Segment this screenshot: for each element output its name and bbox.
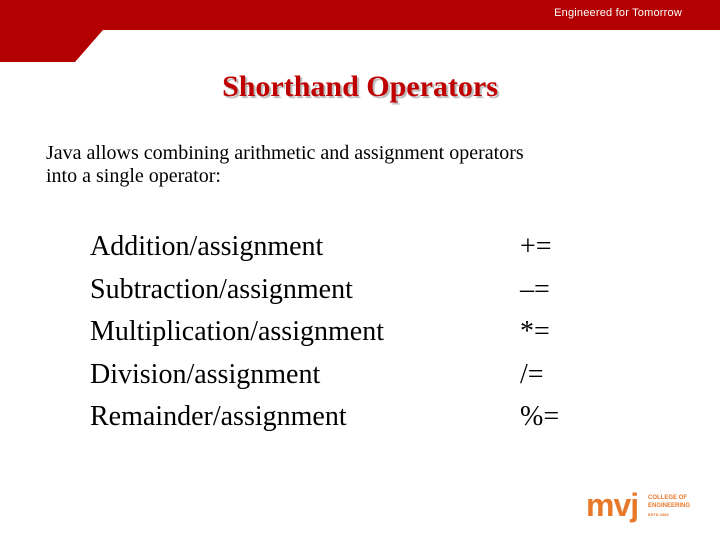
intro-line-1: Java allows combining arithmetic and assignment operators [46,142,524,164]
logo-mark: mvj [586,487,639,523]
operator-row [90,354,650,397]
logo-text-engineering: ENGINEERING [648,503,691,509]
operator-symbol: /= [520,358,544,390]
operator-label: Subtraction/assignment [90,273,353,305]
logo-text-estd: ESTD 1982 [648,512,669,517]
operator-label: Multiplication/assignment [90,316,384,348]
operator-row [90,226,650,269]
intro-line-2: into a single operator: [46,165,221,187]
operator-label: Remainder/assignment [90,401,347,433]
operator-symbol: %= [520,401,560,433]
operator-symbol: *= [520,316,550,348]
operator-row [90,269,650,312]
operator-row [90,311,650,354]
operator-symbol: –= [520,273,550,305]
header-tagline: Engineered for Tomorrow [554,7,682,19]
slide-title: Shorthand Operators [222,70,498,103]
operator-label: Division/assignment [90,358,321,390]
logo-text-college: COLLEGE OF [648,495,687,501]
college-logo [586,488,696,528]
intro-text [46,142,686,188]
operator-label: Addition/assignment [90,231,324,263]
operator-list [90,226,650,439]
operator-symbol: += [520,231,552,263]
operator-row [90,396,650,439]
